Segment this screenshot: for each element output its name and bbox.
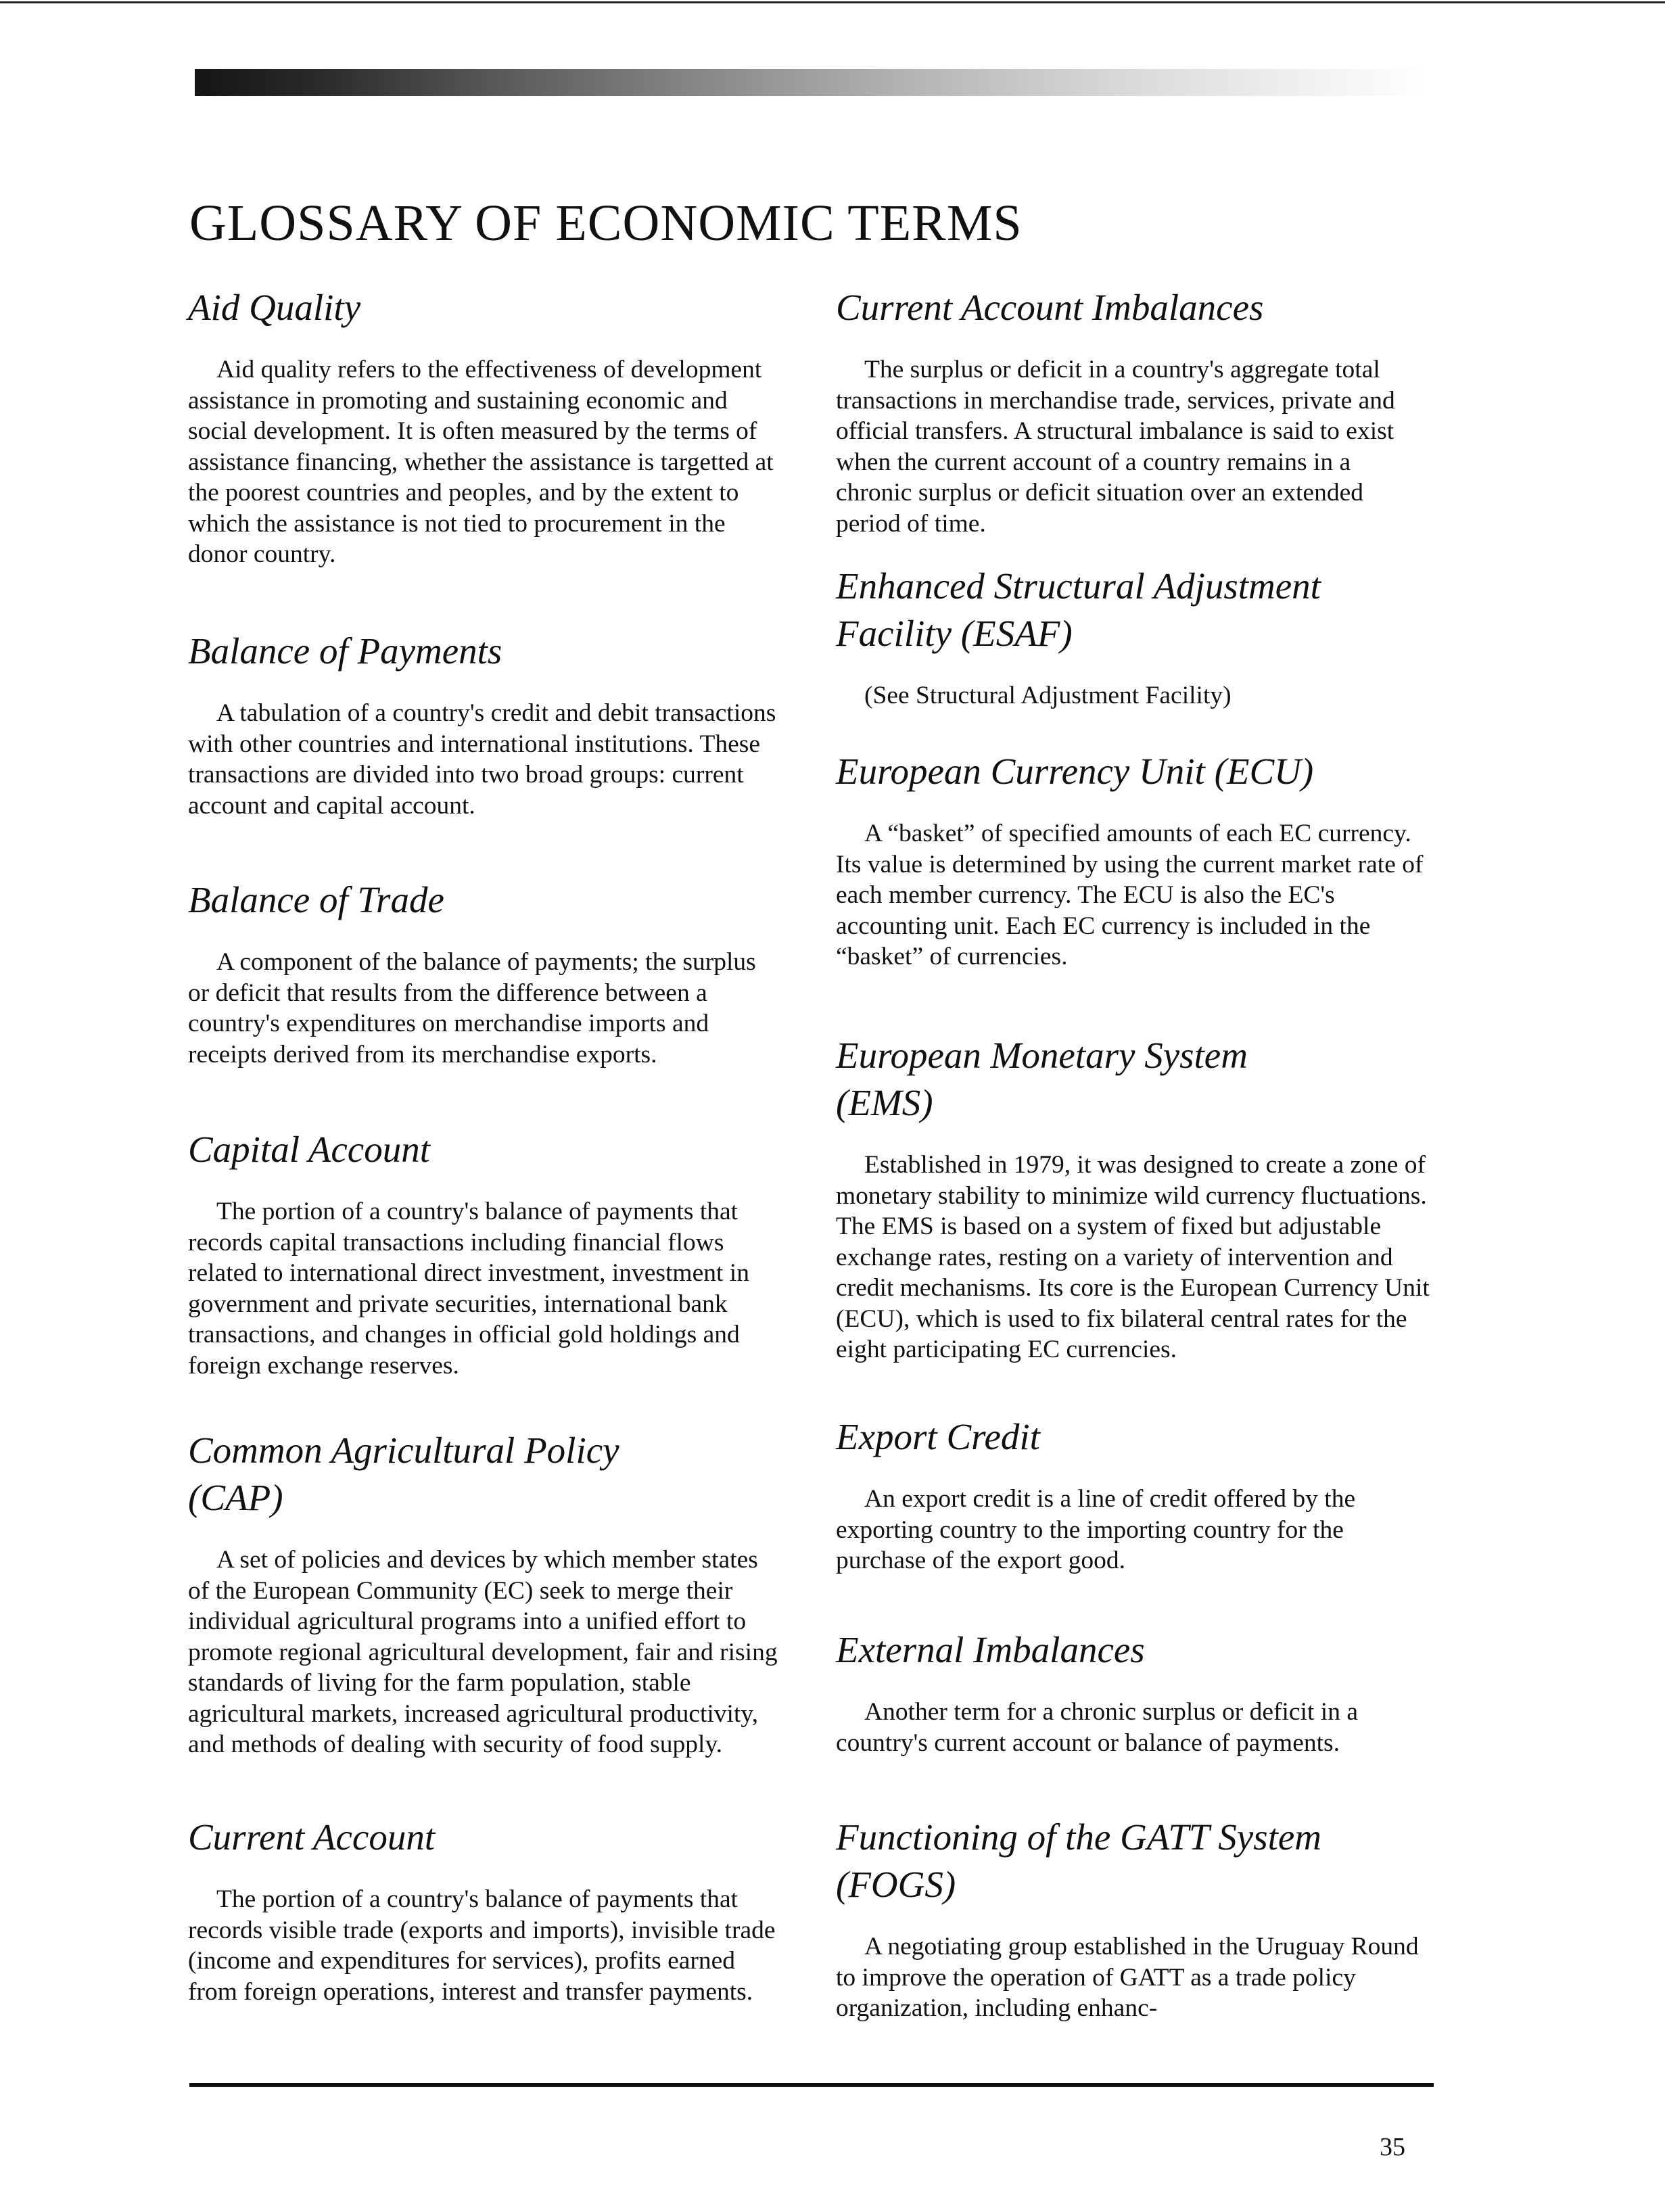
entry-definition: A set of policies and devices by which member states of the European Community (EC) seek to merge their individual agricultural programs into a unified effort to promote regional agricultural development, fair and rising standards of living for the farm population, stable agricultural markets, increased agricultural productivity, and methods of dealing with security of food supply.	[188, 1546, 778, 1758]
glossary-entry	[188, 1814, 783, 2007]
glossary-entry	[836, 1413, 1431, 1576]
glossary-entry	[836, 1626, 1431, 1758]
entry-definition: Aid quality refers to the effectiveness of development assistance in promoting and sustaining economic and social development. It is often measured by the terms of assistance financing, whether the assistance is targetted at the poorest countries and peoples, and by the extent to which the assistance is not tied to procurement in the donor country.	[188, 356, 774, 568]
entry-definition: An export credit is a line of credit offered by the exporting country to the importing country for the purchase of the export good.	[836, 1485, 1356, 1574]
entry-term: Capital Account	[188, 1129, 430, 1170]
entry-definition: The surplus or deficit in a country's aggregate total transactions in merchandise trade, services, private and official transfers. A structural imbalance is said to exist when the current account of a country remains in a chronic surplus or deficit situation over an extended period of time.	[836, 356, 1395, 538]
entry-definition: A component of the balance of payments; the surplus or deficit that results from the difference between a country's expenditures on merchandise imports and receipts derived from its merchandise exports.	[188, 948, 756, 1068]
page-number: 35	[1380, 2133, 1405, 2161]
entry-definition: Established in 1979, it was designed to create a zone of monetary stability to minimize wild currency fluctuations. The EMS is based on a system of fixed but adjustable exchange rates, resting on a variety of intervention and credit mechanisms. Its core is the European Currency Unit (ECU), which is used to fix bilateral central rates for the eight participating EC currencies.	[836, 1151, 1430, 1363]
entry-term: Export Credit	[836, 1416, 1040, 1457]
entry-definition: A negotiating group established in the Uruguay Round to improve the operation of GATT as a trade policy organization, including enhanc-	[836, 1933, 1419, 2022]
entry-definition: The portion of a country's balance of payments that records capital transactions including financial flows related to international direct investment, investment in government and private securities, international bank transactions, and changes in official gold holdings and foreign exchange reserves.	[188, 1198, 749, 1380]
glossary-entry	[188, 284, 783, 570]
glossary-entry	[836, 1814, 1431, 2024]
entry-term: European Monetary System (EMS)	[836, 1035, 1248, 1123]
entry-definition: Another term for a chronic surplus or deficit in a country's current account or balance of payments.	[836, 1698, 1358, 1757]
entry-term: Balance of Payments	[188, 630, 502, 672]
header-gradient-bar	[195, 69, 1426, 96]
entry-term: Current Account Imbalances	[836, 287, 1264, 328]
entry-definition: A “basket” of specified amounts of each EC currency. Its value is determined by using the current market rate of each member currency. The ECU is also the EC's accounting unit. Each EC currency is included in the “basket” of currencies.	[836, 820, 1424, 970]
glossary-entry	[188, 876, 783, 1070]
entry-term: Current Account	[188, 1816, 436, 1858]
glossary-entry	[836, 1032, 1431, 1365]
entry-term: Enhanced Structural Adjustment Facility (ESAF)	[836, 565, 1321, 654]
glossary-entry	[188, 628, 783, 821]
entry-term: Functioning of the GATT System (FOGS)	[836, 1816, 1322, 1905]
entry-term: European Currency Unit (ECU)	[836, 751, 1314, 792]
footer-rule	[189, 2083, 1434, 2087]
glossary-entry	[836, 284, 1431, 539]
entry-term: Balance of Trade	[188, 879, 444, 920]
entry-term: Common Agricultural Policy (CAP)	[188, 1430, 619, 1518]
entry-definition: A tabulation of a country's credit and debit transactions with other countries and international institutions. These transactions are divided into two broad groups: current account and capital account.	[188, 699, 776, 820]
entry-term: Aid Quality	[188, 287, 361, 328]
page-title: GLOSSARY OF ECONOMIC TERMS	[189, 195, 1023, 252]
glossary-entry	[836, 563, 1431, 711]
top-edge-rule	[0, 1, 1665, 3]
glossary-entry	[188, 1126, 783, 1381]
entry-term: External Imbalances	[836, 1629, 1145, 1670]
glossary-entry	[188, 1427, 783, 1760]
glossary-entry	[836, 748, 1431, 972]
entry-definition: The portion of a country's balance of payments that records visible trade (exports and imports), invisible trade (income and expenditures for services), profits earned from foreign operations, interest and transfer payments.	[188, 1885, 776, 2006]
entry-definition: (See Structural Adjustment Facility)	[864, 682, 1232, 709]
